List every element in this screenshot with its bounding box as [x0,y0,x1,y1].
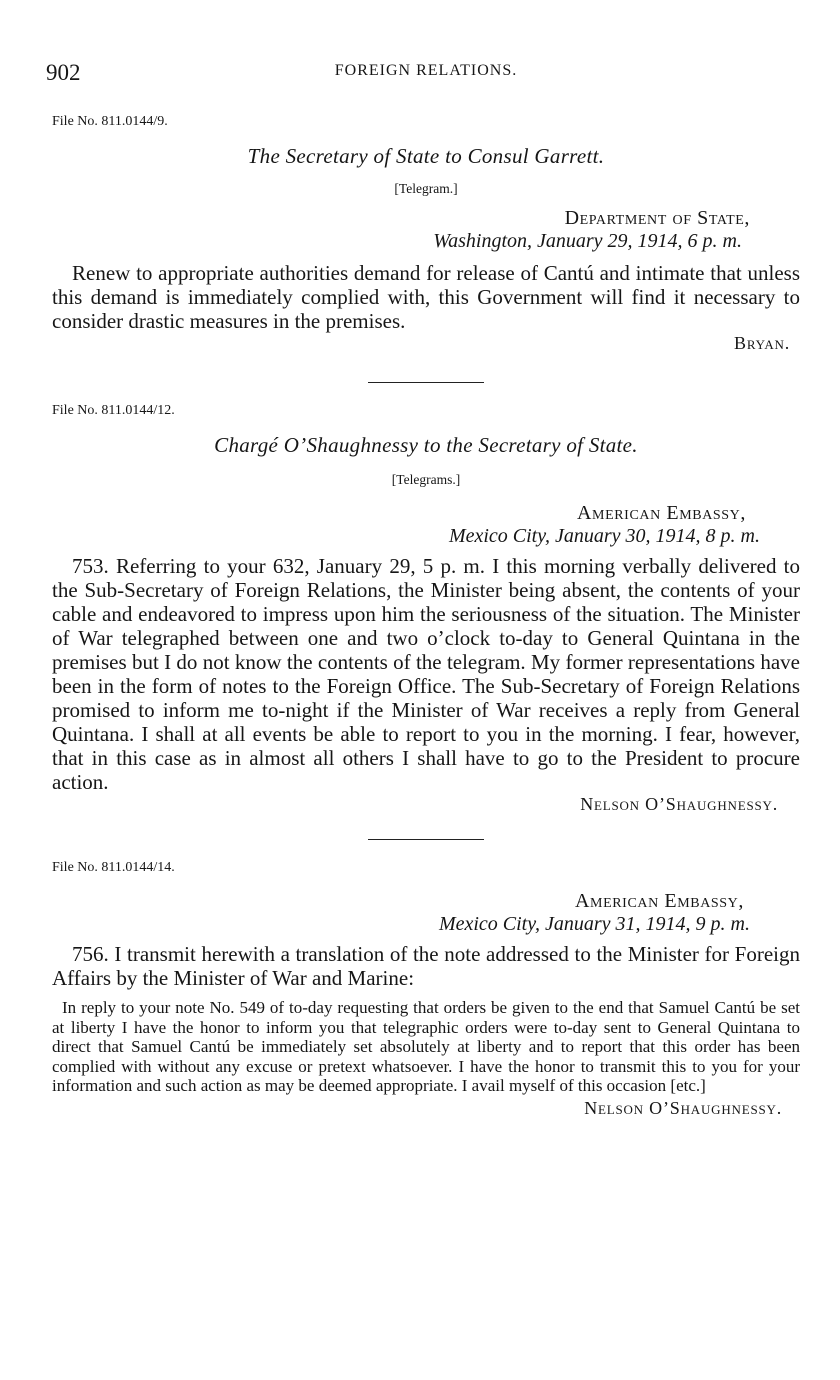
message-body: 756. I transmit herewith a translation of the note addressed to the Minister for Foreign Affairs by the Minister of War and Marine: [52,942,800,990]
dateline: Mexico City, January 30, 1914, 8 p. m. [448,525,760,547]
dateline: Washington, January 29, 1914, 6 p. m. [433,230,742,252]
file-number: File No. 811.0144/14. [52,860,175,875]
sender-office: American Embassy, [575,890,744,912]
sender-office: American Embassy, [577,502,746,524]
section-divider [368,839,484,840]
page-number: 902 [46,60,81,85]
quoted-note: In reply to your note No. 549 of to-day requesting that orders be given to the end that Samuel Cantú be set at liberty I have the honor to inform you that telegraphic orders were to-day sent to General Quintana to direct that Samuel Cantú be immediately set absolutely at liberty and to report that this order has been complied with without any excuse or pretext whatsoever. I have the honor to transmit this to you for your information and such action as may be deemed appropriate. I avail myself of this occasion [etc.] [52,998,800,1095]
sender-office: Department of State, [564,207,750,229]
page-header [46,60,800,94]
message-body: Renew to appropriate authorities demand for release of Cantú and intimate that unless this demand is immediately complied with, this Government will find it necessary to consider drastic measures in the premises. [52,261,800,333]
document-title: Chargé O’Shaughnessy to the Secretary of State. [214,433,638,457]
document-title: The Secretary of State to Consul Garrett. [247,144,605,168]
dateline: Mexico City, January 31, 1914, 9 p. m. [438,913,750,935]
section-divider [368,382,484,383]
running-head: FOREIGN RELATIONS. [334,62,518,79]
file-number: File No. 811.0144/12. [52,403,175,418]
document-type-note: [Telegrams.] [391,472,461,487]
document-type-note: [Telegram.] [394,181,458,196]
message-body: 753. Referring to your 632, January 29, 5 p. m. I this morning verbally delivered to the Sub-Secretary of Foreign Relations, the Minister being absent, the contents of your cable and endeavored to impress upon him the seriousness of the situation. The Minister of War telegraphed between one and two o’clock to-day to General Quintana in the premises but I do not know the contents of the telegram. My former representations have been in the form of notes to the Foreign Office. The Sub-Secretary of Foreign Relations promised to inform me to-night if the Minister of War receives a reply from General Quintana. I shall at all events be able to report to you in the morning. I fear, however, that in this case as in almost all others I shall have to go to the President to procure action. [52,554,800,794]
file-number: File No. 811.0144/9. [52,114,168,129]
signature: Bryan. [734,333,790,353]
signature: Nelson O’Shaughnessy. [580,794,778,814]
signature: Nelson O’Shaughnessy. [584,1097,782,1118]
